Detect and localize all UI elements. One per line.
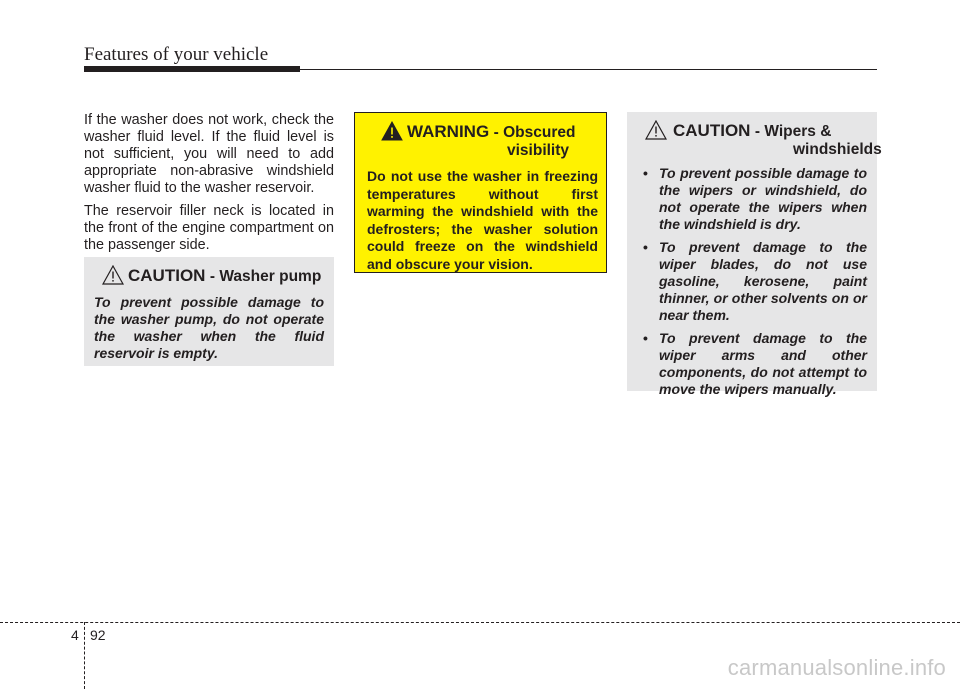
caution-box-wipers-windshields (627, 112, 882, 397)
caution-keyword: CAUTION (128, 266, 206, 285)
warning-text: Do not use the washer in freezing temperatures without first warming the windshield with the defrosters; the washer solution could freeze on the windshield and obscure your vision. (367, 168, 598, 272)
caution-heading (94, 267, 324, 286)
warning-subject-line1: - Obscured (493, 124, 576, 141)
caution-text: To prevent possible damage to the washer pump, do not operate the washer when the fluid reservoir is empty. (94, 294, 324, 361)
caution-list (637, 165, 867, 398)
caution-box-washer-pump (84, 257, 334, 366)
warning-subject-line2: visibility (507, 142, 570, 159)
header-bar (84, 66, 300, 72)
bullet-icon: • (643, 165, 648, 181)
list-item: • To prevent damage to the wiper blades, do not use gasoline, kerosene, paint thinner, or other solvents on or near them. (643, 239, 867, 323)
page-header-title: Features of your vehicle (84, 44, 269, 65)
body-text-column (84, 112, 334, 260)
caution-subject: - Washer pump (209, 268, 322, 285)
bullet-icon: • (643, 330, 648, 346)
warning-heading (367, 123, 598, 160)
watermark: carmanualsonline.info (727, 655, 946, 680)
caution-triangle-icon (645, 120, 667, 140)
footer-divider (84, 622, 85, 689)
list-item: • To prevent possible damage to the wipers or windshield, do not operate the wipers when the windshield is dry. (643, 165, 867, 232)
warning-triangle-icon (381, 121, 403, 141)
chapter-number: 4 (71, 627, 79, 643)
caution-subject-line2: windshields (793, 141, 882, 158)
caution-heading (637, 121, 882, 159)
body-paragraph-1: If the washer does not work, check the washer fluid level. If the fluid level is not sufficient, you will need to add appropriate non-abrasive windshield washer fluid to the washer reservoir. (84, 112, 334, 196)
bullet-icon: • (643, 239, 648, 255)
caution-triangle-icon (102, 265, 124, 285)
caution-keyword: CAUTION (673, 121, 751, 140)
body-paragraph-2: The reservoir filler neck is located in the front of the engine compartment on the passenger side. (84, 203, 334, 253)
page-number: 92 (90, 627, 106, 643)
caution-subject-line1: - Wipers & (754, 123, 832, 140)
warning-keyword: WARNING (407, 122, 490, 141)
header-rule (300, 69, 877, 70)
list-item: • To prevent damage to the wiper arms and other components, do not attempt to move the wipers manually. (643, 330, 867, 397)
warning-box-obscured-visibility (354, 112, 607, 273)
footer-rule (0, 622, 960, 623)
